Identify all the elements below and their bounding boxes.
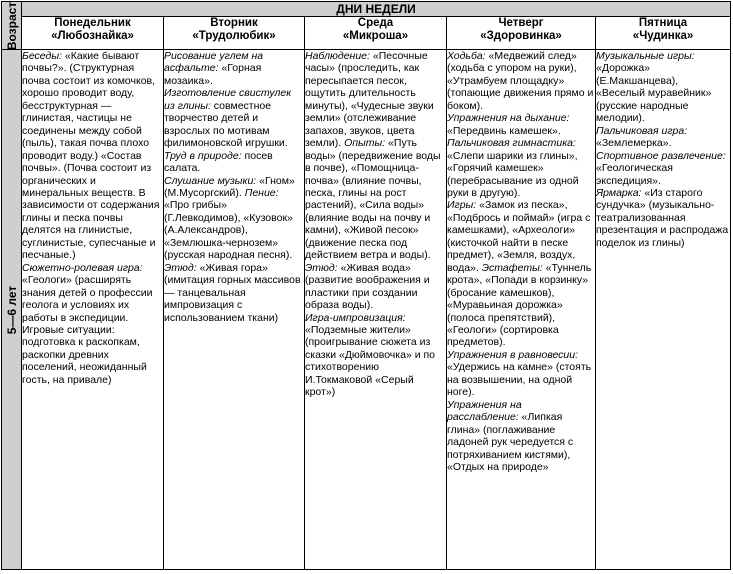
- days-of-week-header: ДНИ НЕДЕЛИ: [22, 2, 731, 17]
- age-value: 5—6 лет: [4, 285, 19, 334]
- activity-text: «Какие бывают почвы?». (Структурная почва состоит из комочков, хорошо проводит воду, бесструктурная — глинистая, частицы не соединены между собой (пыль), такая почва плохо проводит воду.) «Состав почвы». (Почва состоит из органических и минеральных веществ. В зависимости от содержания глины и песка почвы делятся на глинистые, суглинистые, супесчаные и песчаные.): [22, 50, 160, 262]
- activity-text: «Подземные жители» (проигрывание сюжета из сказки «Дюймовочка» и по стихотворению И.Токмаковой «Серый крот»): [305, 323, 436, 399]
- day-name: Понедельник: [54, 17, 131, 29]
- activity-label: Ярмарка:: [596, 186, 642, 199]
- day-header-monday: [22, 17, 164, 50]
- activity-label: Упражнения в равновесии:: [447, 348, 579, 361]
- activity-label: Наблюдение:: [305, 50, 370, 62]
- day-content-tuesday: [164, 50, 305, 570]
- activity-text: «Геологическая экспедиция».: [596, 162, 673, 187]
- day-theme: «Трудолюбик»: [192, 30, 276, 42]
- day-theme: «Чудинка»: [632, 30, 694, 42]
- weekly-plan-table: [1, 1, 731, 570]
- activity-text: «Слепи шарики из глины», «Горячий камешек» (перебрасывание из одной руки в другую).: [447, 149, 579, 199]
- activity-text: «Из старого сундучка» (музыкально-театрализованная презентация и распродажа поделок из глины): [596, 186, 729, 249]
- activity-label: Спортивное развлечение:: [596, 149, 726, 162]
- activity-label: Изготовление свистулек из глины:: [164, 87, 292, 112]
- day-theme: «Здоровинка»: [480, 30, 562, 42]
- activity-text: «Геологи» (расширять знания детей о профессии геолога и условиях их работы в экспедиции. Игровые ситуации: подготовка к раскопкам, раскопки древних поселений, неожиданный гость, на привале): [22, 274, 153, 386]
- day-name: Четверг: [498, 17, 544, 29]
- activity-label: Ходьба:: [447, 50, 486, 62]
- activity-label: Пальчиковая гимнастика:: [447, 137, 576, 150]
- activity-text: «Живая гора» (имитация горных массивов — танцевальная импровизация с использованием ткани): [164, 261, 301, 324]
- activity-text: «Дорожка» (Е.Макшанцева), «Веселый муравейник» (русские народные мелодии).: [596, 62, 712, 125]
- activity-label: Эстафеты:: [481, 261, 543, 274]
- day-content-wednesday: [305, 50, 447, 570]
- activity-label: Слушание музыки:: [164, 174, 257, 187]
- activity-label: Труд в природе:: [164, 149, 242, 162]
- activity-label: Опыты:: [344, 137, 386, 150]
- activity-label: Упражнения на расслабление:: [447, 398, 522, 424]
- activity-text: «Медвежий след» (ходьба с упором на руки), «Утрамбуем площадку» (топающие движения прямо и боком).: [447, 50, 594, 112]
- activity-text: «Гном» (М.Мусоргский).: [164, 174, 295, 199]
- activity-text: «Землемерка».: [596, 137, 672, 150]
- activity-label: Упражнения на дыхание:: [447, 112, 570, 125]
- day-theme: «Микроша»: [342, 30, 409, 42]
- activity-text: «Липкая глина» (поглаживание ладоней рук чередуется с потряхиванием кистями), «Отдых на природе»: [447, 411, 574, 473]
- activity-text: посев салата.: [164, 149, 273, 175]
- activity-text: «Про грибы» (Г.Левкодимов), «Кузовок» (А.Александров), «Землюшка-чернозем» (русская народная песня).: [164, 199, 293, 262]
- day-header-tuesday: [164, 17, 305, 50]
- day-theme: «Любознайка»: [51, 30, 134, 42]
- day-content-friday: [596, 50, 731, 570]
- activity-label: Этюд:: [305, 261, 338, 274]
- day-content-thursday: [447, 50, 596, 570]
- activity-label: Игры:: [447, 199, 477, 212]
- age-header-label: Возраст: [4, 1, 19, 50]
- day-header-friday: [596, 17, 731, 50]
- day-name: Среда: [357, 17, 394, 29]
- activity-text: «Туннель крота», «Попади в корзинку» (бросание камешков), «Муравьиная дорожка» (полоса препятствий), «Геологи» (сортировка предметов).: [447, 261, 592, 349]
- activity-label: Рисование углем на асфальте:: [164, 50, 264, 75]
- activity-text: «Путь воды» (передвижение воды в почве), «Помощница-почва» (влияние почвы, песка, глины на рост растений), «Сила воды» (влияние воды на почву и камни), «Живой песок» (движение песка под действием ветра и воды).: [305, 137, 441, 262]
- activity-label: Сюжетно-ролевая игра:: [22, 261, 143, 274]
- day-content-monday: [22, 50, 164, 570]
- activity-text: «Удержись на камне» (стоять на возвышении, на одной ноге).: [447, 361, 592, 399]
- activity-label: Пение:: [244, 186, 279, 199]
- day-name: Пятница: [638, 17, 688, 29]
- age-cell: [2, 50, 22, 570]
- activity-label: Беседы:: [22, 50, 62, 62]
- activity-text: «Песочные часы» (проследить, как пересыпается песок, ощутить длительность минуты), «Чудесные звуки земли» (отслеживание запахов, звуков, цвета земли).: [305, 50, 434, 150]
- activity-text: совместное творчество детей и взрослых по мотивам филимоновской игрушки.: [164, 99, 288, 150]
- activity-label: Пальчиковая игра:: [596, 124, 688, 137]
- day-header-wednesday: [305, 17, 447, 50]
- activity-label: Игра-импровизация:: [305, 311, 406, 324]
- day-header-thursday: [447, 17, 596, 50]
- activity-text: «Живая вода» (развитие воображения и пластики при создании образа воды).: [305, 261, 430, 312]
- activity-text: «Замок из песка», «Подбрось и поймай» (игра с камешками), «Археологи» (кисточкой найти в песке предмет), «Земля, воздух, вода».: [447, 199, 591, 274]
- activity-text: «Передвинь камешек».: [447, 124, 561, 137]
- activity-label: Музыкальные игры:: [596, 50, 695, 62]
- age-header-cell: [2, 2, 22, 50]
- activity-text: «Горная мозаика».: [164, 62, 262, 87]
- day-name: Вторник: [210, 17, 258, 29]
- activity-label: Этюд:: [164, 261, 197, 274]
